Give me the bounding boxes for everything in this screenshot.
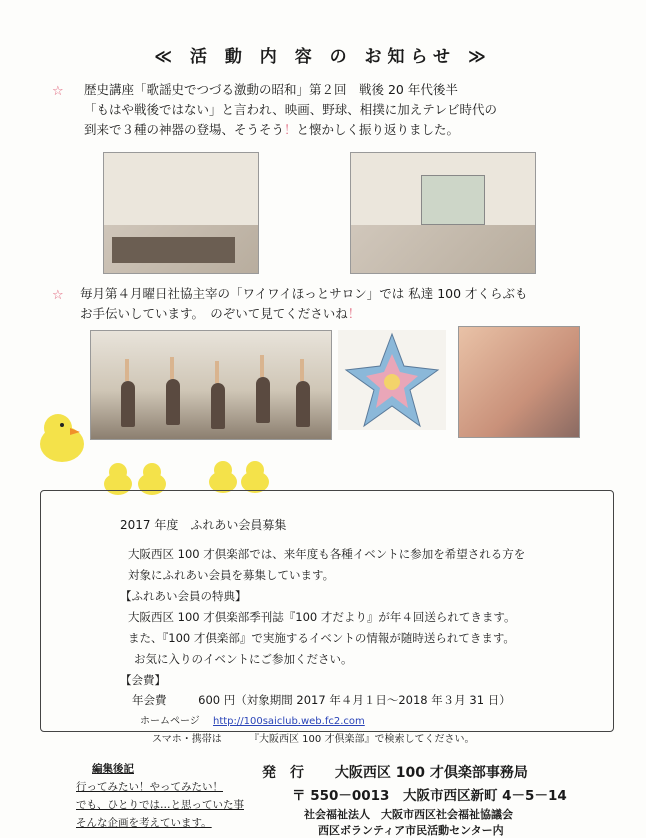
- phone-label: スマホ・携帯は: [152, 734, 222, 745]
- publisher-address: 〒 550－0013 大阪市西区新町 4－5－14: [292, 788, 567, 804]
- publisher-label: 発 行: [262, 765, 304, 781]
- item2-line1: 毎月第４月曜日社協主宰の「ワイワイほっとサロン」では 私達 100 才くらぶも: [80, 286, 528, 301]
- editor-line3: そんな企画を考えています。: [76, 817, 212, 829]
- fee-row: [132, 690, 511, 711]
- star-icon: ☆: [52, 288, 64, 303]
- star-icon: ☆: [52, 84, 64, 99]
- craft-activity-photo: [458, 326, 580, 438]
- notice-heading: 2017 年度 ふれあい会員募集: [120, 518, 287, 532]
- lecture-photo-2: [350, 152, 536, 274]
- notice-p2: 対象にふれあい会員を募集しています。: [128, 568, 335, 582]
- benefit-3: お気に入りのイベントにご参加ください。: [134, 652, 353, 666]
- homepage-link[interactable]: http://100saiclub.web.fc2.com: [213, 716, 365, 727]
- notice-benefits: [120, 586, 600, 691]
- benefit-heading: 【ふれあい会員の特典】: [120, 589, 247, 603]
- notice-body: [128, 544, 598, 586]
- publisher-org: 社会福祉法人 大阪市西区社会福祉協議会: [304, 808, 513, 821]
- origami-star-photo: [338, 330, 446, 430]
- publisher-name: 大阪西区 100 才倶楽部事務局: [334, 765, 528, 781]
- editor-note: [76, 760, 244, 832]
- item1-line3: 到来で３種の神器の登場、そうそう！と懐かしく振り返りました。: [84, 122, 460, 137]
- item1-text: [84, 80, 624, 140]
- benefit-2: また、『100 才倶楽部』で実施するイベントの情報が随時送られてきます。: [128, 631, 515, 645]
- editor-heading: 編集後記: [92, 763, 134, 775]
- fee-label: 年会費: [132, 693, 167, 707]
- item1-line2: 「もはや戦後ではない」と言われ、映画、野球、相撲に加えテレビ時代の: [84, 102, 498, 117]
- homepage-label: ホームページ: [140, 716, 200, 727]
- lecture-photo-1: [103, 152, 259, 274]
- fee-heading: 【会費】: [120, 673, 166, 687]
- page-title: ≪ 活 動 内 容 の お知らせ ≫: [154, 47, 492, 67]
- editor-line2: でも、ひとりでは…と思っていた事: [76, 799, 244, 811]
- benefit-1: 大阪西区 100 才倶楽部季刊誌『100 才だより』が年４回送られてきます。: [128, 610, 516, 624]
- phone-text: 『大阪西区 100 才倶楽部』で検索してください。: [249, 734, 475, 745]
- item2-text: [80, 284, 630, 324]
- notice-p1: 大阪西区 100 才倶楽部では、来年度も各種イベントに参加を希望される方を: [128, 547, 526, 561]
- homepage-row: [140, 712, 365, 727]
- item1-line1: 歴史講座「歌謡史でつづる激動の昭和」第２回 戦後 20 年代後半: [84, 82, 458, 97]
- chick-icon: [34, 410, 94, 470]
- salon-exercise-photo: [90, 330, 332, 440]
- publisher-center: 西区ボランティア市民活動センター内: [318, 824, 504, 837]
- phone-row: [152, 730, 474, 745]
- item2-line2: お手伝いしています。 のぞいて見てくださいね！: [80, 306, 361, 321]
- publisher-row: [262, 762, 528, 782]
- fee-value: 600 円（対象期間 2017 年４月１日～2018 年３月 31 日）: [198, 693, 511, 707]
- editor-line1: 行ってみたい！やってみたい！: [76, 781, 223, 793]
